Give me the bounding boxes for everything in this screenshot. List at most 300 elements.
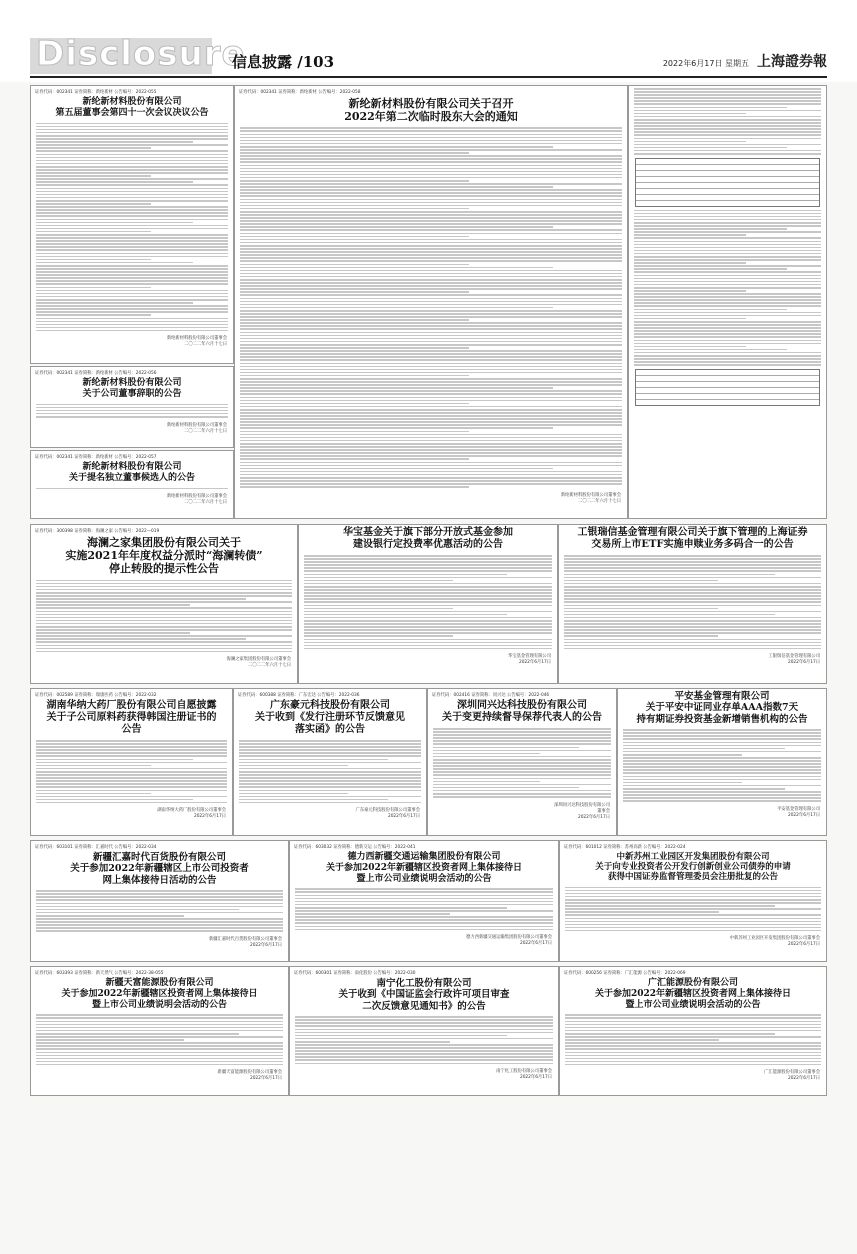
text-line [634, 237, 821, 239]
text-line [239, 796, 421, 798]
text-line [36, 1058, 283, 1060]
text-line [634, 287, 821, 289]
text-line [36, 580, 292, 582]
notice-signer: 广东豪元科技股份有限公司董事会 2022年6月17日 [355, 808, 420, 820]
text-line [240, 412, 622, 414]
text-line [36, 635, 292, 637]
text-line [240, 229, 622, 231]
notice-signer: 海澜之家集团股份有限公司董事会 二〇二二年六月十七日 [226, 657, 291, 669]
notice-box [298, 524, 558, 684]
text-line [634, 352, 821, 354]
text-line [240, 344, 622, 346]
text-line [240, 468, 553, 470]
text-line [295, 1041, 450, 1043]
text-line [240, 480, 622, 482]
text-line [36, 169, 228, 171]
notice-body [36, 123, 228, 332]
text-line [634, 241, 821, 243]
text-line [623, 791, 821, 793]
text-line [634, 318, 746, 320]
text-line [623, 738, 821, 740]
text-line [239, 777, 421, 779]
text-line [36, 927, 283, 929]
text-line [565, 899, 821, 901]
text-line [36, 253, 228, 255]
text-line [433, 734, 611, 736]
text-line [634, 278, 821, 280]
notice-code-line: 证券代码：601012 证券简称：苏州高新 公告编号：2022-024 [564, 845, 686, 850]
text-line [304, 586, 552, 588]
text-line [564, 635, 718, 637]
text-line [240, 356, 622, 358]
text-line [564, 583, 821, 585]
text-line [433, 731, 611, 733]
notice-box [233, 688, 427, 836]
text-line [36, 918, 283, 920]
text-line [564, 617, 821, 619]
text-line [304, 635, 453, 637]
text-line [240, 226, 553, 228]
text-line [565, 1048, 821, 1050]
text-line [240, 359, 622, 361]
text-line [240, 415, 622, 417]
text-line [240, 285, 622, 287]
text-line [623, 800, 821, 802]
text-line [240, 440, 622, 442]
notice-title: 新疆汇嘉时代百货股份有限公司 关于参加2022年新疆辖区上市公司投资者 网上集体接待日活动的公告 [70, 852, 249, 886]
text-line [295, 891, 553, 893]
text-line [623, 732, 821, 734]
text-line [240, 217, 622, 219]
text-line [36, 589, 292, 591]
text-line [295, 1056, 553, 1058]
text-line [240, 369, 622, 371]
notice-code-line: 证券代码：002341 证券简称：新纶新材 公告编号：2022-056 [35, 371, 157, 376]
text-line [36, 231, 151, 233]
text-line [634, 336, 821, 338]
table-row [636, 400, 819, 405]
text-line [240, 319, 469, 321]
text-line [564, 555, 821, 557]
text-line [240, 465, 622, 467]
text-line [295, 901, 553, 903]
text-line [433, 784, 611, 786]
text-line [304, 564, 552, 566]
text-line [240, 431, 469, 433]
text-line [634, 97, 821, 99]
text-line [634, 330, 821, 332]
text-line [565, 896, 821, 898]
text-line [433, 771, 611, 773]
text-line [623, 782, 742, 784]
text-line [36, 144, 228, 146]
text-line [634, 147, 787, 149]
text-line [36, 178, 228, 180]
text-line [240, 130, 622, 132]
text-line [36, 129, 228, 131]
text-line [36, 287, 151, 289]
text-line [36, 1017, 283, 1019]
text-line [295, 1038, 553, 1040]
notice-title: 广汇能源股份有限公司 关于参加2022年新疆辖区投资者网上集体接待日 暨上市公司业绩说明会活动的公告 [594, 978, 792, 1010]
notice-code-line: 证券代码：002416 证券简称：同兴达 公告编号：2022-046 [432, 693, 550, 698]
text-line [239, 762, 421, 764]
notice-box side-table [628, 85, 827, 519]
text-line [634, 349, 787, 351]
text-line [295, 916, 553, 918]
text-line [565, 890, 821, 892]
text-line [36, 592, 292, 594]
text-line [36, 1039, 184, 1041]
text-line [36, 314, 151, 316]
text-line [304, 642, 552, 644]
text-line [565, 1027, 821, 1029]
text-line [240, 406, 622, 408]
text-line [36, 903, 283, 905]
text-line [240, 294, 622, 296]
notice-body [36, 740, 227, 803]
text-line [623, 794, 821, 796]
text-line [634, 296, 821, 298]
text-line [304, 608, 453, 610]
text-line [36, 648, 292, 650]
text-line [623, 788, 785, 790]
notice-signer: 新纶新材料股份有限公司董事会 二〇二二年六月十七日 [560, 492, 621, 504]
text-line [564, 577, 821, 579]
text-line [565, 1052, 821, 1054]
notice-body [304, 555, 552, 649]
text-line [634, 234, 746, 236]
notice-signer: 新纶新材料股份有限公司董事会 二〇二二年六月十七日 [166, 494, 227, 506]
text-line [295, 919, 553, 921]
text-line [433, 762, 611, 764]
text-line [240, 270, 622, 272]
text-line [565, 1030, 821, 1032]
notice-body [634, 210, 821, 366]
notice-code-line: 证券代码：603393 证券简称：新天然气 公告编号：2022-38-055 [35, 971, 164, 976]
text-line [623, 766, 821, 768]
text-line [623, 748, 785, 750]
text-line [634, 299, 821, 301]
text-line [240, 177, 622, 179]
text-line [564, 620, 821, 622]
text-line [634, 103, 821, 105]
text-line [239, 749, 421, 751]
text-line [36, 175, 151, 177]
header-info [663, 51, 827, 71]
text-line [36, 1024, 283, 1026]
text-line [36, 777, 227, 779]
text-line [304, 620, 552, 622]
text-line [634, 150, 821, 152]
text-line [36, 280, 228, 282]
text-line [295, 1053, 553, 1055]
text-line [565, 1036, 821, 1038]
text-line [295, 922, 553, 924]
notice-box [559, 966, 827, 1096]
text-line [240, 443, 622, 445]
text-line [240, 434, 622, 436]
notice-box [559, 840, 827, 962]
text-line [36, 638, 246, 640]
text-line [240, 171, 622, 173]
text-line [36, 302, 193, 304]
text-line [565, 893, 821, 895]
text-line [240, 437, 622, 439]
notice-title: 新纶新材料股份有限公司 关于公司董事辞职的公告 [82, 378, 182, 399]
notice-signer: 湖南华纳大药厂股份有限公司董事会 2022年6月17日 [157, 808, 226, 820]
notice-code-line: 证券代码：002341 证券简称：新纶新材 公告编号：2022-055 [35, 90, 157, 95]
text-line [239, 790, 421, 792]
text-line [36, 197, 228, 199]
text-line [36, 623, 292, 625]
text-line [240, 322, 622, 324]
text-line [634, 153, 821, 155]
text-line [295, 1019, 553, 1021]
text-line [240, 239, 622, 241]
text-line [433, 765, 611, 767]
text-line [36, 1014, 283, 1016]
text-line [304, 574, 507, 576]
text-line [634, 259, 821, 261]
text-line [240, 158, 622, 160]
text-line [623, 760, 821, 762]
text-line [433, 737, 611, 739]
text-line [240, 282, 622, 284]
text-line [295, 1050, 553, 1052]
text-line [240, 409, 622, 411]
text-line [36, 243, 228, 245]
text-line [565, 914, 821, 916]
text-line [634, 315, 821, 317]
text-line [634, 275, 821, 277]
text-line [240, 208, 469, 210]
text-line [433, 747, 579, 749]
text-line [564, 561, 821, 563]
text-line [36, 632, 190, 634]
notice-title: 湖南华纳大药厂股份有限公司自愿披露 关于子公司原料药获得韩国注册证书的 公告 [46, 700, 217, 735]
text-line [565, 1021, 821, 1023]
text-line [623, 751, 821, 753]
text-line [564, 589, 821, 591]
text-line [240, 236, 469, 238]
text-line [623, 729, 821, 731]
text-line [564, 632, 821, 634]
notice-title: 海澜之家集团股份有限公司关于 实施2021年年度权益分派时“海澜转债” 停止转股的提示性公告 [65, 536, 263, 576]
notice-body [295, 1016, 553, 1064]
text-line [36, 413, 228, 415]
text-line [634, 125, 821, 127]
text-line [36, 240, 228, 242]
text-line [36, 154, 228, 156]
text-line [240, 211, 622, 213]
text-line [304, 555, 552, 557]
text-line [565, 1061, 821, 1063]
text-line [565, 924, 821, 926]
notice-body [634, 88, 821, 155]
text-line [240, 393, 622, 395]
text-line [36, 762, 227, 764]
text-line [36, 249, 228, 251]
text-line [565, 908, 821, 910]
text-line [634, 144, 821, 146]
text-line [36, 296, 228, 298]
text-line [240, 350, 622, 352]
notice-body [623, 729, 821, 802]
text-line [433, 796, 611, 798]
text-line [634, 219, 821, 221]
text-line [634, 213, 821, 215]
text-line [634, 225, 821, 227]
notice-body [36, 1014, 283, 1065]
text-line [36, 893, 283, 895]
text-line [304, 570, 552, 572]
text-line [304, 601, 552, 603]
text-line [564, 586, 821, 588]
notice-title: 华宝基金关于旗下部分开放式基金参加 建设银行定投费率优惠活动的公告 [343, 527, 513, 550]
text-line [295, 907, 507, 909]
text-line [36, 203, 151, 205]
text-line [36, 740, 227, 742]
text-line [634, 134, 821, 136]
text-line [36, 166, 228, 168]
text-line [304, 617, 552, 619]
text-line [634, 358, 821, 360]
text-line [36, 641, 292, 643]
text-line [634, 110, 821, 112]
text-line [564, 570, 821, 572]
text-line [304, 645, 552, 647]
text-line [634, 250, 821, 252]
text-line [36, 645, 292, 647]
text-line [623, 745, 821, 747]
text-line [240, 251, 622, 253]
text-line [240, 267, 553, 269]
text-line [36, 1052, 283, 1054]
text-line [304, 583, 552, 585]
notice-box [30, 85, 234, 364]
text-line [36, 126, 228, 128]
text-line [634, 305, 821, 307]
text-line [36, 327, 228, 329]
text-line [634, 228, 787, 230]
text-line [564, 639, 821, 641]
text-line [564, 567, 821, 569]
text-line [240, 165, 622, 167]
text-line [36, 225, 228, 227]
text-line [623, 754, 742, 756]
text-line [240, 301, 622, 303]
text-line [36, 262, 193, 264]
text-line [634, 302, 821, 304]
text-line [240, 279, 622, 281]
text-line [623, 742, 821, 744]
text-line [240, 403, 469, 405]
text-line [564, 608, 718, 610]
text-line [564, 623, 821, 625]
notice-body [240, 127, 622, 487]
text-line [565, 930, 821, 932]
text-line [295, 1022, 553, 1024]
notice-signer: 新纶新材料股份有限公司董事会 二〇二二年六月十七日 [166, 336, 227, 348]
text-line [304, 605, 552, 607]
text-line [240, 260, 622, 262]
text-line [634, 113, 746, 115]
issue-date: 2022年6月17日 星期五 [662, 59, 749, 68]
notice-body [565, 1014, 821, 1065]
text-line [36, 604, 190, 606]
text-line [240, 137, 622, 139]
text-line [36, 271, 228, 273]
text-line [634, 361, 821, 363]
text-line [36, 268, 228, 270]
text-line [240, 127, 622, 129]
notice-signer: 中新苏州工业园区开发集团股份有限公司董事会 2022年6月17日 [729, 936, 820, 948]
text-line [634, 122, 821, 124]
text-line [304, 632, 552, 634]
text-line [36, 283, 228, 285]
text-line [36, 311, 228, 313]
text-line [36, 912, 283, 914]
text-line [239, 774, 421, 776]
text-line [634, 116, 821, 118]
text-line [36, 796, 227, 798]
text-line [36, 1064, 283, 1066]
text-line [240, 455, 622, 457]
text-line [565, 918, 821, 920]
text-line [36, 172, 228, 174]
text-line [240, 276, 622, 278]
page-header [0, 0, 857, 82]
text-line [295, 1025, 553, 1027]
text-line [433, 756, 611, 758]
text-line [634, 340, 821, 342]
notice-title: 平安基金管理有限公司 关于平安中证同业存单AAA指数7天 持有期证券投资基金新增销售机构的公告 [636, 691, 808, 725]
text-line [433, 728, 611, 730]
text-line [634, 284, 821, 286]
newspaper-brand: 上海證券報 [757, 54, 827, 70]
notice-title: 深圳同兴达科技股份有限公司 关于变更持续督导保荐代表人的公告 [442, 700, 602, 723]
text-line [240, 353, 622, 355]
text-line [240, 449, 622, 451]
disclosure-logo: Disclosure [36, 34, 246, 74]
text-line [634, 222, 821, 224]
text-line [36, 752, 227, 754]
section-title: 信息披露 /103 [232, 53, 335, 71]
text-line [634, 321, 821, 323]
text-line [240, 381, 622, 383]
notice-signer: 广汇能源股份有限公司董事会 2022年6月17日 [764, 1070, 820, 1082]
text-line [634, 244, 821, 246]
form-table [635, 369, 820, 406]
text-line [634, 324, 821, 326]
text-line [433, 768, 611, 770]
text-line [295, 898, 553, 900]
text-line [295, 1029, 553, 1031]
text-line [634, 364, 821, 366]
text-line [240, 397, 622, 399]
text-line [240, 462, 622, 464]
text-line [239, 746, 421, 748]
text-line [304, 598, 552, 600]
text-line [240, 474, 622, 476]
text-line [36, 318, 228, 320]
text-line [240, 242, 622, 244]
form-table [635, 158, 820, 207]
text-line [304, 577, 552, 579]
text-line [565, 887, 821, 889]
text-line [295, 1059, 553, 1061]
